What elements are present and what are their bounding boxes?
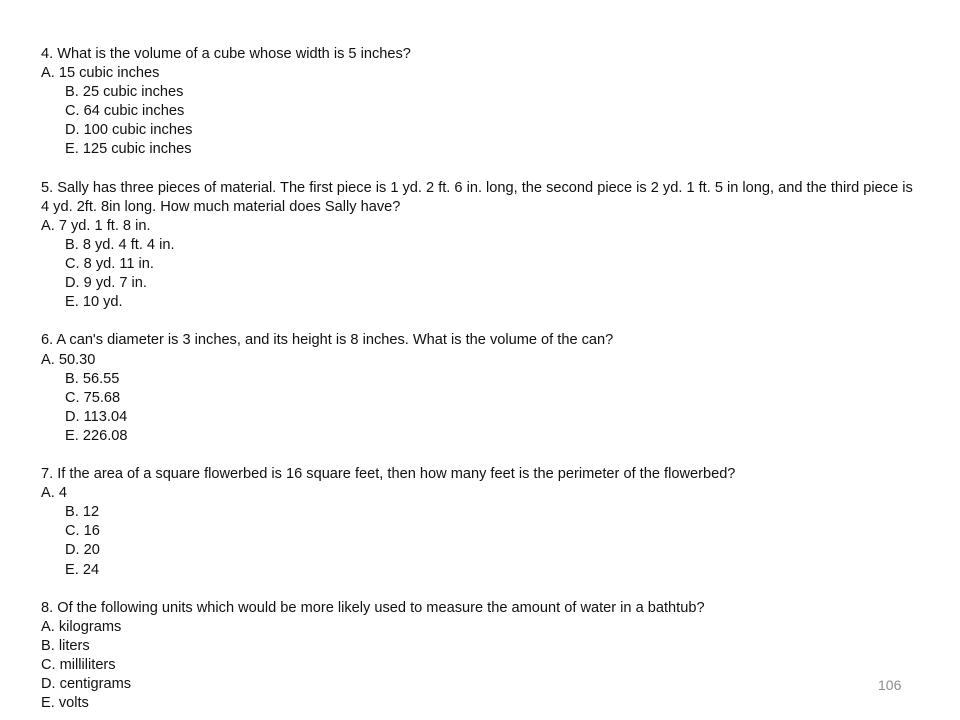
spacer xyxy=(41,160,921,179)
option-d: D. 9 yd. 7 in. xyxy=(65,275,147,292)
option-b: B. 56.55 xyxy=(65,370,120,387)
option-b: B. liters xyxy=(41,637,90,654)
option-a: A. 15 cubic inches xyxy=(41,65,160,82)
question-text: 8. Of the following units which would be more likely used to measure the amount of water in a bathtub? xyxy=(41,599,705,616)
option-e: E. 24 xyxy=(65,561,100,578)
question-list xyxy=(41,45,921,713)
option-c: C. 16 xyxy=(65,523,100,540)
question-4 xyxy=(41,45,921,160)
page-number: 106 xyxy=(878,677,902,693)
question-text: 4. What is the volume of a cube whose width is 5 inches? xyxy=(41,46,411,62)
spacer xyxy=(41,580,921,599)
option-c: C. 75.68 xyxy=(65,389,121,406)
question-6 xyxy=(41,331,921,446)
option-b: B. 25 cubic inches xyxy=(65,84,184,101)
option-e: E. 10 yd. xyxy=(65,294,123,311)
option-e: E. 125 cubic inches xyxy=(65,141,192,158)
spacer xyxy=(41,312,921,331)
option-b: B. 8 yd. 4 ft. 4 in. xyxy=(65,236,175,253)
option-a: A. kilograms xyxy=(41,618,122,635)
option-a: A. 4 xyxy=(41,485,67,502)
option-c: C. 64 cubic inches xyxy=(65,103,185,120)
option-c: C. milliliters xyxy=(41,657,116,673)
option-a: A. 50.30 xyxy=(41,351,96,368)
question-5 xyxy=(41,179,921,313)
question-8 xyxy=(41,599,921,714)
option-d: D. 20 xyxy=(65,542,100,559)
option-d: D. 113.04 xyxy=(65,408,128,425)
question-text: 7. If the area of a square flowerbed is 16 square feet, then how many feet is the perimeter of the flowerbed? xyxy=(41,466,736,483)
option-c: C. 8 yd. 11 in. xyxy=(65,256,154,273)
option-d: D. centigrams xyxy=(41,676,132,693)
option-a: A. 7 yd. 1 ft. 8 in. xyxy=(41,217,151,234)
question-7 xyxy=(41,465,921,580)
option-e: E. volts xyxy=(41,695,89,712)
option-d: D. 100 cubic inches xyxy=(65,122,193,139)
question-text: 6. A can's diameter is 3 inches, and its height is 8 inches. What is the volume of the can? xyxy=(41,332,614,349)
question-text: 5. Sally has three pieces of material. The first piece is 1 yd. 2 ft. 6 in. long, the second piece is 2 yd. 1 ft. 5 in long, and the third piece is 4 yd. 2ft. 8in long. How much material does Sally have? xyxy=(41,179,913,215)
option-b: B. 12 xyxy=(65,504,100,521)
option-e: E. 226.08 xyxy=(65,427,128,444)
spacer xyxy=(41,446,921,465)
